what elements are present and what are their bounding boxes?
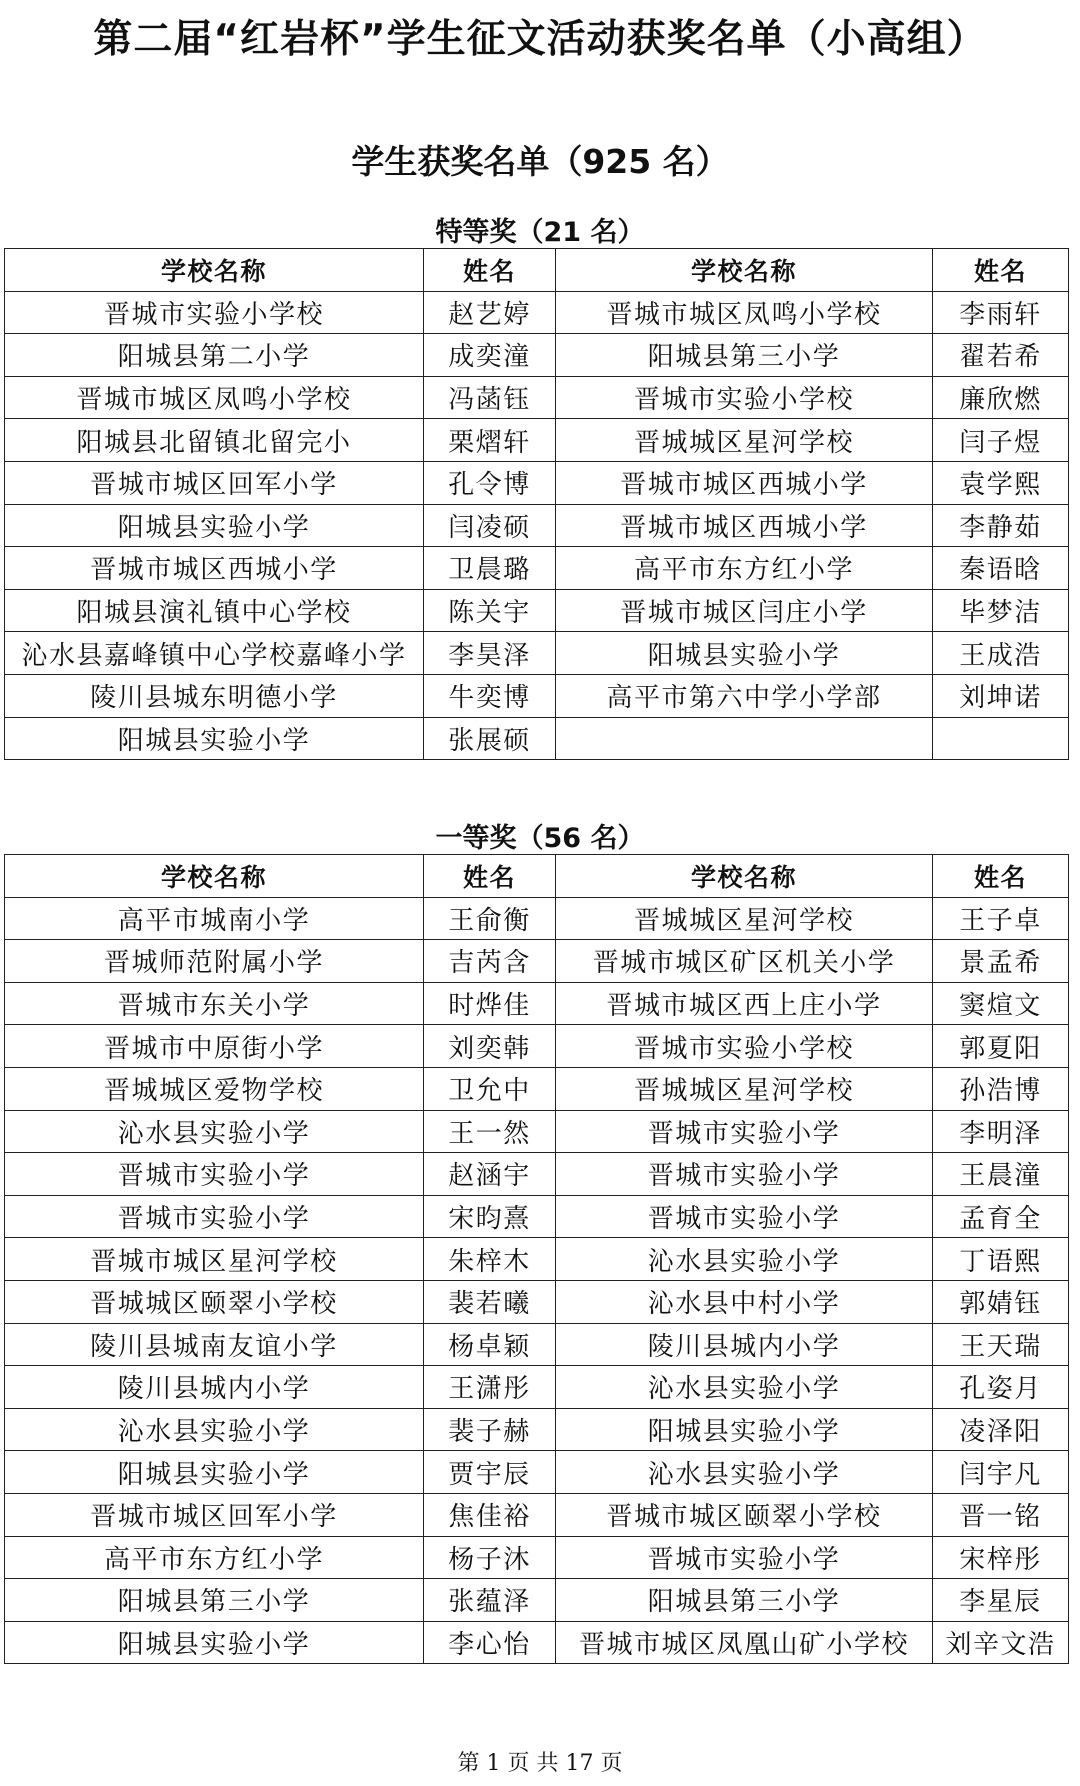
cell-school: 晋城市城区回军小学 (5, 1493, 424, 1536)
cell-name: 张蕴泽 (424, 1579, 556, 1622)
table-row (5, 1195, 1069, 1238)
cell-name: 丁语熙 (933, 1238, 1069, 1281)
cell-name: 杨卓颖 (424, 1323, 556, 1366)
cell-school: 晋城市城区颐翠小学校 (556, 1493, 933, 1536)
cell-name: 王潇彤 (424, 1366, 556, 1409)
cell-name: 栗熠轩 (424, 419, 556, 462)
table-row (5, 461, 1069, 504)
cell-name: 陈关宇 (424, 589, 556, 632)
cell-name: 孔令博 (424, 461, 556, 504)
cell-school: 阳城县实验小学 (5, 1451, 424, 1494)
cell-name: 赵艺婷 (424, 291, 556, 334)
cell-school: 阳城县第三小学 (556, 1579, 933, 1622)
cell-name: 孟育全 (933, 1195, 1069, 1238)
table-row (5, 1323, 1069, 1366)
cell-name: 李昊泽 (424, 632, 556, 675)
table-row (5, 547, 1069, 590)
header-school: 学校名称 (556, 855, 933, 898)
cell-school: 陵川县城内小学 (5, 1366, 424, 1409)
cell-school: 高平市东方红小学 (556, 547, 933, 590)
cell-school: 晋城市实验小学 (5, 1153, 424, 1196)
cell-name: 王子卓 (933, 897, 1069, 940)
cell-name: 孔姿月 (933, 1366, 1069, 1409)
cell-school: 晋城市实验小学 (556, 1536, 933, 1579)
cell-school: 阳城县第三小学 (556, 334, 933, 377)
cell-name (933, 717, 1069, 760)
cell-name: 朱梓木 (424, 1238, 556, 1281)
cell-school: 阳城县实验小学 (5, 1621, 424, 1664)
cell-name: 李雨轩 (933, 291, 1069, 334)
special-prize-table (4, 248, 1069, 760)
cell-school: 晋城市实验小学校 (5, 291, 424, 334)
table-row (5, 1451, 1069, 1494)
table-header-row (5, 249, 1069, 292)
cell-school: 阳城县第二小学 (5, 334, 424, 377)
cell-name: 李明泽 (933, 1110, 1069, 1153)
page-footer: 第 1 页 共 17 页 (457, 1751, 623, 1776)
table-row (5, 334, 1069, 377)
cell-name: 张展硕 (424, 717, 556, 760)
cell-school: 高平市东方红小学 (5, 1536, 424, 1579)
cell-school: 高平市第六中学小学部 (556, 674, 933, 717)
cell-school: 沁水县实验小学 (5, 1408, 424, 1451)
cell-school: 晋城市实验小学 (556, 1110, 933, 1153)
cell-name: 袁学熙 (933, 461, 1069, 504)
table-row (5, 291, 1069, 334)
cell-name: 闫凌硕 (424, 504, 556, 547)
cell-name: 凌泽阳 (933, 1408, 1069, 1451)
cell-name: 刘辛文浩 (933, 1621, 1069, 1664)
table-row (5, 940, 1069, 983)
cell-school: 晋城市城区凤鸣小学校 (5, 376, 424, 419)
cell-name: 李静茹 (933, 504, 1069, 547)
cell-name: 毕梦洁 (933, 589, 1069, 632)
cell-name: 卫晨璐 (424, 547, 556, 590)
cell-name: 廉欣燃 (933, 376, 1069, 419)
header-name: 姓名 (933, 249, 1069, 292)
cell-school: 沁水县嘉峰镇中心学校嘉峰小学 (5, 632, 424, 675)
cell-name: 郭夏阳 (933, 1025, 1069, 1068)
cell-school: 晋城市城区闫庄小学 (556, 589, 933, 632)
cell-name: 贾宇辰 (424, 1451, 556, 1494)
cell-school: 晋城市城区星河学校 (5, 1238, 424, 1281)
table-row (5, 1621, 1069, 1664)
table-row (5, 419, 1069, 462)
cell-school: 晋城市城区西城小学 (5, 547, 424, 590)
cell-name: 王成浩 (933, 632, 1069, 675)
table-row (5, 897, 1069, 940)
cell-school: 阳城县实验小学 (556, 1408, 933, 1451)
cell-name: 郭婧钰 (933, 1280, 1069, 1323)
cell-school: 晋城城区爱物学校 (5, 1067, 424, 1110)
cell-school: 晋城城区星河学校 (556, 419, 933, 462)
section-title-special-prize: 特等奖（21 名） (435, 217, 645, 248)
cell-name: 卫允中 (424, 1067, 556, 1110)
table-row (5, 674, 1069, 717)
cell-name: 王一然 (424, 1110, 556, 1153)
cell-name: 牛奕博 (424, 674, 556, 717)
header-school: 学校名称 (5, 855, 424, 898)
cell-name: 宋昀熹 (424, 1195, 556, 1238)
table-row (5, 1408, 1069, 1451)
cell-school: 陵川县城内小学 (556, 1323, 933, 1366)
cell-name: 李心怡 (424, 1621, 556, 1664)
cell-name: 秦语晗 (933, 547, 1069, 590)
table-row (5, 1025, 1069, 1068)
cell-school: 晋城市实验小学 (5, 1195, 424, 1238)
cell-school: 阳城县第三小学 (5, 1579, 424, 1622)
cell-name: 王晨潼 (933, 1153, 1069, 1196)
table-row (5, 589, 1069, 632)
cell-name: 窦煊文 (933, 982, 1069, 1025)
section-title-first-prize: 一等奖（56 名） (435, 823, 645, 854)
table-row (5, 1110, 1069, 1153)
cell-school: 晋城城区星河学校 (556, 897, 933, 940)
cell-name: 孙浩博 (933, 1067, 1069, 1110)
table-row (5, 982, 1069, 1025)
cell-school: 沁水县实验小学 (556, 1451, 933, 1494)
cell-school: 沁水县实验小学 (556, 1366, 933, 1409)
cell-school: 沁水县实验小学 (556, 1238, 933, 1281)
cell-school: 晋城师范附属小学 (5, 940, 424, 983)
table-row (5, 1493, 1069, 1536)
cell-school: 阳城县实验小学 (5, 504, 424, 547)
table-row (5, 1153, 1069, 1196)
document-subtitle: 学生获奖名单（925 名） (351, 142, 729, 181)
cell-school: 阳城县演礼镇中心学校 (5, 589, 424, 632)
table-row (5, 632, 1069, 675)
table-row (5, 1366, 1069, 1409)
cell-school: 陵川县城南友谊小学 (5, 1323, 424, 1366)
cell-name: 宋梓彤 (933, 1536, 1069, 1579)
cell-school: 沁水县中村小学 (556, 1280, 933, 1323)
cell-name: 焦佳裕 (424, 1493, 556, 1536)
table-row (5, 504, 1069, 547)
cell-school (556, 717, 933, 760)
cell-name: 景孟希 (933, 940, 1069, 983)
cell-name: 闫宇凡 (933, 1451, 1069, 1494)
cell-name: 吉芮含 (424, 940, 556, 983)
cell-school: 晋城市实验小学 (556, 1195, 933, 1238)
header-school: 学校名称 (5, 249, 424, 292)
cell-name: 王天瑞 (933, 1323, 1069, 1366)
cell-school: 晋城市实验小学校 (556, 1025, 933, 1068)
cell-school: 晋城市中原街小学 (5, 1025, 424, 1068)
cell-school: 阳城县实验小学 (5, 717, 424, 760)
cell-name: 成奕潼 (424, 334, 556, 377)
cell-name: 裴若曦 (424, 1280, 556, 1323)
cell-school: 高平市城南小学 (5, 897, 424, 940)
cell-name: 李星辰 (933, 1579, 1069, 1622)
cell-school: 晋城城区星河学校 (556, 1067, 933, 1110)
cell-school: 晋城市实验小学 (556, 1153, 933, 1196)
table-row (5, 376, 1069, 419)
table-header-row (5, 855, 1069, 898)
cell-school: 晋城市东关小学 (5, 982, 424, 1025)
cell-name: 王俞衡 (424, 897, 556, 940)
cell-school: 晋城市城区矿区机关小学 (556, 940, 933, 983)
cell-name: 闫子煜 (933, 419, 1069, 462)
table-row (5, 1579, 1069, 1622)
cell-name: 时烨佳 (424, 982, 556, 1025)
cell-school: 陵川县城东明德小学 (5, 674, 424, 717)
table-row (5, 1238, 1069, 1281)
cell-name: 晋一铭 (933, 1493, 1069, 1536)
cell-name: 杨子沐 (424, 1536, 556, 1579)
table-row (5, 1280, 1069, 1323)
cell-school: 阳城县实验小学 (556, 632, 933, 675)
header-name: 姓名 (424, 855, 556, 898)
cell-school: 沁水县实验小学 (5, 1110, 424, 1153)
header-name: 姓名 (424, 249, 556, 292)
cell-school: 晋城市城区回军小学 (5, 461, 424, 504)
first-prize-table (4, 854, 1069, 1664)
header-name: 姓名 (933, 855, 1069, 898)
cell-name: 冯菡钰 (424, 376, 556, 419)
cell-school: 晋城市城区西上庄小学 (556, 982, 933, 1025)
table-row (5, 1067, 1069, 1110)
cell-name: 赵涵宇 (424, 1153, 556, 1196)
cell-school: 阳城县北留镇北留完小 (5, 419, 424, 462)
table-row (5, 717, 1069, 760)
cell-school: 晋城城区颐翠小学校 (5, 1280, 424, 1323)
cell-name: 刘奕韩 (424, 1025, 556, 1068)
cell-name: 裴子赫 (424, 1408, 556, 1451)
cell-school: 晋城市实验小学校 (556, 376, 933, 419)
cell-school: 晋城市城区西城小学 (556, 504, 933, 547)
cell-name: 刘坤诺 (933, 674, 1069, 717)
header-school: 学校名称 (556, 249, 933, 292)
document-title: 第二届“红岩杯”学生征文活动获奖名单（小高组） (93, 17, 987, 62)
cell-school: 晋城市城区凤凰山矿小学校 (556, 1621, 933, 1664)
cell-name: 翟若希 (933, 334, 1069, 377)
table-row (5, 1536, 1069, 1579)
cell-school: 晋城市城区西城小学 (556, 461, 933, 504)
cell-school: 晋城市城区凤鸣小学校 (556, 291, 933, 334)
